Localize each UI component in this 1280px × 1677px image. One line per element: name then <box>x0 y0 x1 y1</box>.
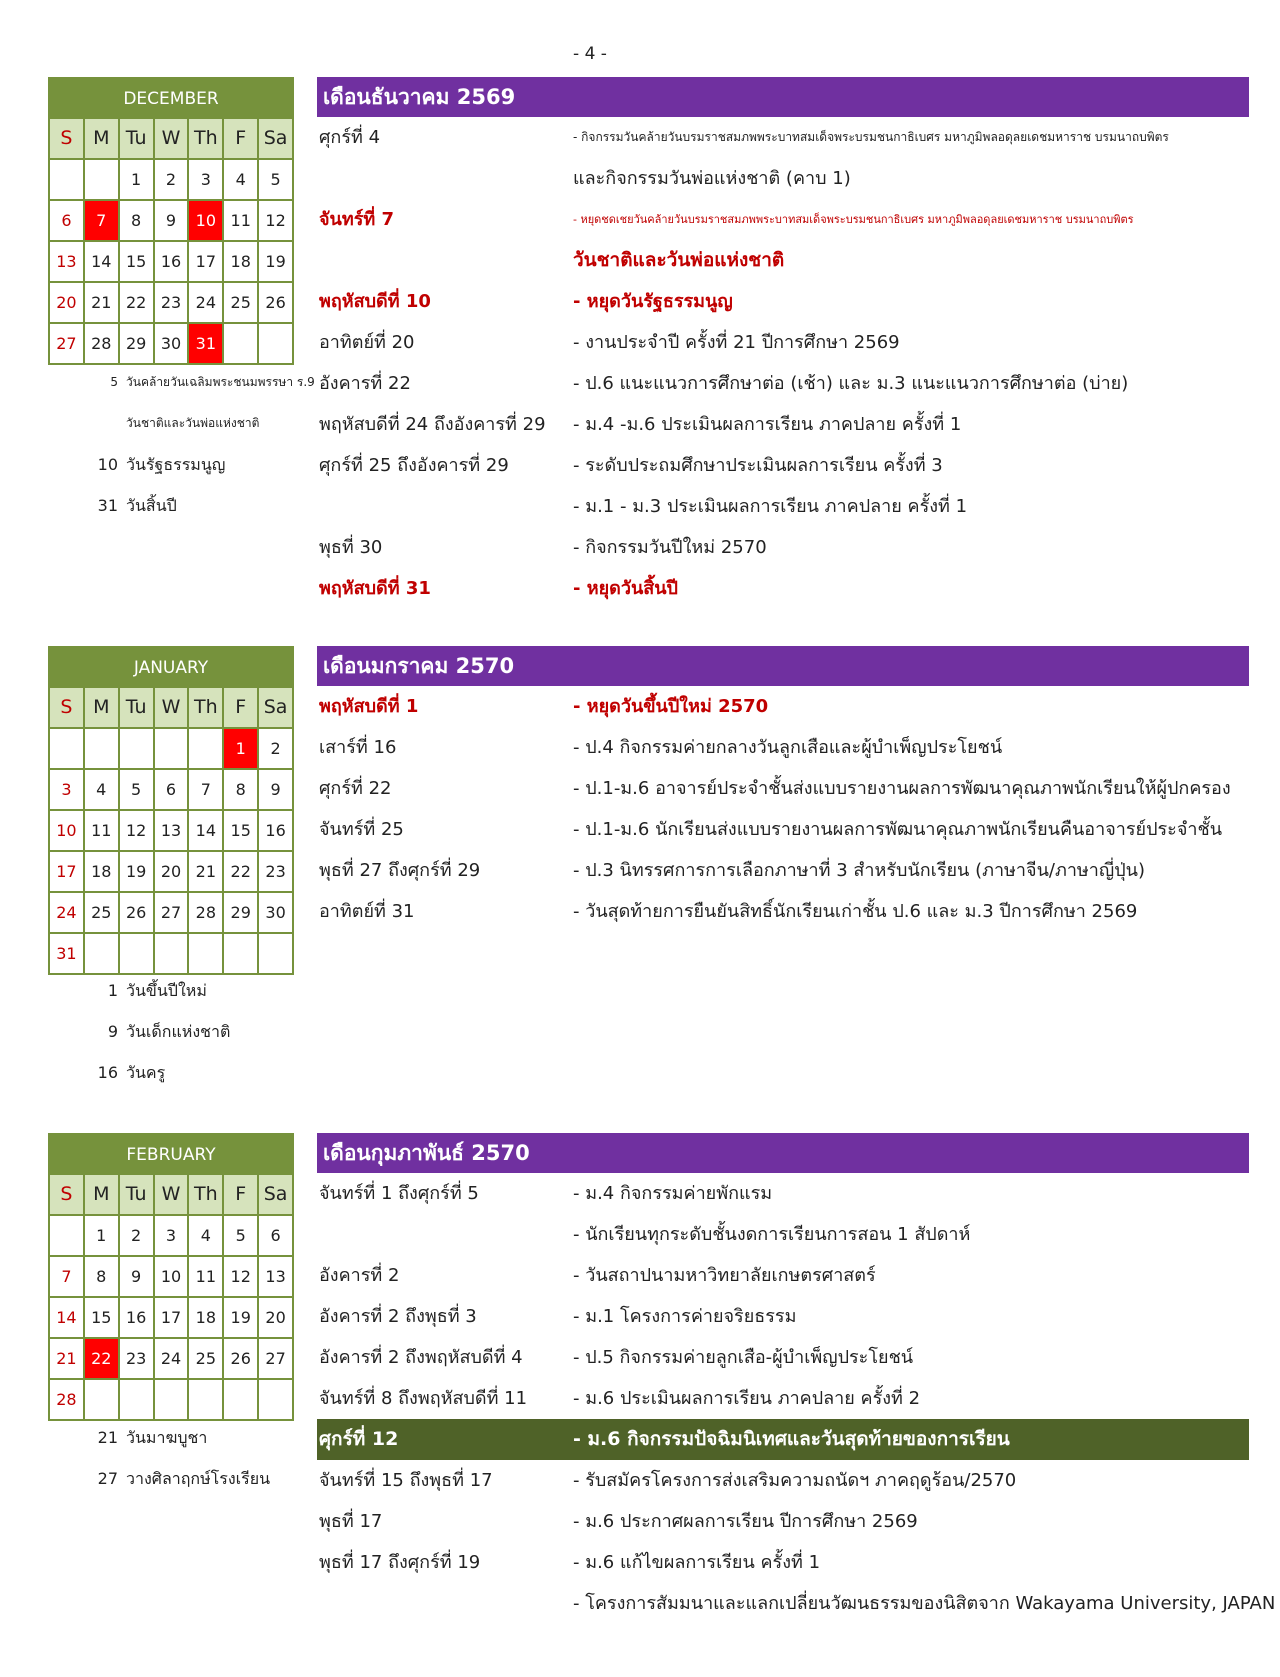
holiday-note-day: 21 <box>97 1428 118 1447</box>
calendar-empty-cell <box>155 1380 190 1421</box>
event-description: - หยุดวันขึ้นปีใหม่ 2570 <box>573 696 769 717</box>
schedule-event <box>317 199 1249 240</box>
weekday-header: W <box>155 119 190 160</box>
weekday-header: Tu <box>120 688 155 729</box>
holiday-note <box>94 1052 309 1093</box>
calendar-empty-cell <box>259 324 294 365</box>
schedule-event <box>317 527 1249 568</box>
event-description: - ป.5 กิจกรรมค่ายลูกเสือ-ผู้บำเพ็ญประโยชน์ <box>573 1347 914 1368</box>
schedule-event <box>317 1337 1249 1378</box>
calendar-day: 2 <box>155 160 190 201</box>
holiday-note-text: วางศิลาฤกษ์โรงเรียน <box>126 1469 271 1488</box>
calendar-grid <box>48 117 294 365</box>
event-description: - กิจกรรมวันปีใหม่ 2570 <box>573 537 767 558</box>
schedule-event <box>317 1419 1249 1460</box>
calendar-day: 31 <box>50 934 85 975</box>
calendar-day: 4 <box>189 1216 224 1257</box>
calendar-day: 9 <box>120 1257 155 1298</box>
schedule-event <box>317 686 1249 727</box>
event-description: - งานประจำปี ครั้งที่ 21 ปีการศึกษา 2569 <box>573 332 900 353</box>
weekday-header: S <box>50 688 85 729</box>
event-description: - กิจกรรมวันคล้ายวันบรมราชสมภพพระบาทสมเด็จพระบรมชนกาธิเบศร มหาภูมิพลอดุลยเดชมหาราช บรมนาถบพิตร <box>573 130 1169 144</box>
holiday-notes-february <box>94 1417 309 1499</box>
calendar-day: 15 <box>120 242 155 283</box>
calendar-day: 21 <box>189 852 224 893</box>
calendar-empty-cell <box>85 160 120 201</box>
weekday-header: S <box>50 1175 85 1216</box>
calendar-empty-cell <box>224 324 259 365</box>
calendar-day: 22 <box>85 1339 120 1380</box>
holiday-note-day: 10 <box>97 455 118 474</box>
calendar-day: 3 <box>189 160 224 201</box>
calendar-february <box>48 1133 294 1421</box>
weekday-header: F <box>224 688 259 729</box>
calendar-day: 10 <box>155 1257 190 1298</box>
event-description: - ม.6 กิจกรรมปัจฉิมนิเทศและวันสุดท้ายของการเรียน <box>573 1428 1010 1450</box>
weekday-header: W <box>155 1175 190 1216</box>
calendar-day: 18 <box>189 1298 224 1339</box>
calendar-empty-cell <box>259 934 294 975</box>
holiday-note-text: วันคล้ายวันเฉลิมพระชนมพรรษา ร.9 <box>126 375 315 389</box>
calendar-day: 27 <box>155 893 190 934</box>
calendar-day: 6 <box>259 1216 294 1257</box>
calendar-day: 6 <box>155 770 190 811</box>
calendar-day: 26 <box>259 283 294 324</box>
holiday-notes-december <box>94 362 315 526</box>
event-description: - นักเรียนทุกระดับชั้นงดการเรียนการสอน 1 สัปดาห์ <box>573 1224 971 1245</box>
event-date: เสาร์ที่ 16 <box>319 737 397 758</box>
event-date: อังคารที่ 2 ถึงพฤหัสบดีที่ 4 <box>319 1347 523 1368</box>
event-date: อังคารที่ 2 ถึงพุธที่ 3 <box>319 1306 477 1327</box>
schedule-event <box>317 281 1249 322</box>
holiday-note-day: 9 <box>107 1022 118 1041</box>
weekday-header: Tu <box>120 1175 155 1216</box>
holiday-note <box>94 403 309 444</box>
schedule-december <box>317 77 1249 609</box>
calendar-day: 26 <box>224 1339 259 1380</box>
calendar-day: 6 <box>50 201 85 242</box>
month-schedule-title: เดือนธันวาคม 2569 <box>317 77 1249 117</box>
calendar-day: 16 <box>155 242 190 283</box>
calendar-day: 7 <box>189 770 224 811</box>
calendar-empty-cell <box>50 729 85 770</box>
event-description: - ม.4 -ม.6 ประเมินผลการเรียน ภาคปลาย ครั้งที่ 1 <box>573 414 962 435</box>
calendar-day: 30 <box>155 324 190 365</box>
page-number: - 4 - <box>573 44 607 64</box>
schedule-event <box>317 158 1249 199</box>
calendar-day: 14 <box>50 1298 85 1339</box>
event-description: - ม.1 - ม.3 ประเมินผลการเรียน ภาคปลาย ครั้งที่ 1 <box>573 496 968 517</box>
calendar-day: 4 <box>85 770 120 811</box>
calendar-day: 17 <box>189 242 224 283</box>
holiday-notes-january <box>94 970 309 1093</box>
calendar-day: 29 <box>120 324 155 365</box>
weekday-header: Tu <box>120 119 155 160</box>
calendar-day: 5 <box>224 1216 259 1257</box>
schedule-event <box>317 1214 1249 1255</box>
schedule-event <box>317 1460 1249 1501</box>
calendar-empty-cell <box>85 1380 120 1421</box>
calendar-day: 28 <box>85 324 120 365</box>
calendar-day: 12 <box>224 1257 259 1298</box>
calendar-empty-cell <box>50 1216 85 1257</box>
event-description: - ม.6 แก้ไขผลการเรียน ครั้งที่ 1 <box>573 1552 821 1573</box>
calendar-day: 17 <box>155 1298 190 1339</box>
schedule-january <box>317 646 1249 932</box>
calendar-day: 29 <box>224 893 259 934</box>
calendar-day: 23 <box>155 283 190 324</box>
schedule-event <box>317 1583 1276 1624</box>
calendar-day: 31 <box>189 324 224 365</box>
calendar-day: 19 <box>120 852 155 893</box>
calendar-day: 22 <box>224 852 259 893</box>
event-date: อังคารที่ 2 <box>319 1265 400 1286</box>
calendar-january <box>48 646 294 975</box>
calendar-day: 12 <box>120 811 155 852</box>
calendar-day: 14 <box>189 811 224 852</box>
event-date: อังคารที่ 22 <box>319 373 411 394</box>
calendar-day: 20 <box>155 852 190 893</box>
calendar-month-title: FEBRUARY <box>48 1133 294 1173</box>
weekday-header: F <box>224 119 259 160</box>
schedule-event <box>317 322 1249 363</box>
calendar-day: 10 <box>50 811 85 852</box>
event-date: พุธที่ 17 <box>319 1511 383 1532</box>
event-description: - วันสุดท้ายการยืนยันสิทธิ์นักเรียนเก่าชั้น ป.6 และ ม.3 ปีการศึกษา 2569 <box>573 901 1138 922</box>
event-description: - ม.4 กิจกรรมค่ายพักแรม <box>573 1183 773 1204</box>
calendar-day: 7 <box>85 201 120 242</box>
event-date: พฤหัสบดีที่ 10 <box>319 291 431 312</box>
calendar-day: 19 <box>224 1298 259 1339</box>
calendar-day: 19 <box>259 242 294 283</box>
holiday-note <box>94 1011 309 1052</box>
holiday-note-text: วันขึ้นปีใหม่ <box>126 981 207 1000</box>
calendar-day: 14 <box>85 242 120 283</box>
calendar-day: 24 <box>50 893 85 934</box>
event-description: - ระดับประถมศึกษาประเมินผลการเรียน ครั้งที่ 3 <box>573 455 943 476</box>
calendar-day: 5 <box>259 160 294 201</box>
event-description: - ม.1 โครงการค่ายจริยธรรม <box>573 1306 797 1327</box>
holiday-note <box>94 444 309 485</box>
weekday-header: Th <box>189 119 224 160</box>
calendar-day: 3 <box>155 1216 190 1257</box>
holiday-note-day: 31 <box>97 496 118 515</box>
calendar-day: 7 <box>50 1257 85 1298</box>
event-date: ศุกร์ที่ 22 <box>319 778 392 799</box>
event-date: พฤหัสบดีที่ 31 <box>319 578 431 599</box>
calendar-day: 16 <box>259 811 294 852</box>
calendar-day: 23 <box>259 852 294 893</box>
calendar-month-title: DECEMBER <box>48 77 294 117</box>
schedule-event <box>317 568 1249 609</box>
month-schedule-title: เดือนกุมภาพันธ์ 2570 <box>317 1133 1249 1173</box>
calendar-empty-cell <box>85 934 120 975</box>
calendar-day: 21 <box>85 283 120 324</box>
calendar-day: 20 <box>259 1298 294 1339</box>
event-description: - ป.6 แนะแนวการศึกษาต่อ (เช้า) และ ม.3 แนะแนวการศึกษาต่อ (บ่าย) <box>573 373 1129 394</box>
calendar-day: 5 <box>120 770 155 811</box>
calendar-empty-cell <box>155 934 190 975</box>
event-description: - โครงการสัมมนาและแลกเปลี่ยนวัฒนธรรมของนิสิตจาก Wakayama University, JAPAN <box>573 1593 1276 1614</box>
schedule-event <box>317 1542 1249 1583</box>
holiday-note-text: วันเด็กแห่งชาติ <box>126 1022 231 1041</box>
weekday-header: Sa <box>259 688 294 729</box>
calendar-december <box>48 77 294 365</box>
event-date: พุธที่ 17 ถึงศุกร์ที่ 19 <box>319 1552 481 1573</box>
calendar-day: 24 <box>189 283 224 324</box>
calendar-month-title: JANUARY <box>48 646 294 686</box>
weekday-header: S <box>50 119 85 160</box>
weekday-header: Sa <box>259 1175 294 1216</box>
calendar-day: 15 <box>85 1298 120 1339</box>
calendar-empty-cell <box>189 729 224 770</box>
calendar-day: 27 <box>259 1339 294 1380</box>
schedule-event <box>317 486 1249 527</box>
calendar-day: 28 <box>189 893 224 934</box>
holiday-note-text: วันชาติและวันพ่อแห่งชาติ <box>126 416 260 430</box>
schedule-event <box>317 1501 1249 1542</box>
event-date: ศุกร์ที่ 25 ถึงอังคารที่ 29 <box>319 455 509 476</box>
holiday-note-text: วันมาฆบูชา <box>126 1428 208 1447</box>
calendar-day: 18 <box>224 242 259 283</box>
calendar-day: 8 <box>120 201 155 242</box>
holiday-note-text: วันสิ้นปี <box>126 496 177 515</box>
holiday-note-day: 27 <box>97 1469 118 1488</box>
event-description: และกิจกรรมวันพ่อแห่งชาติ (คาบ 1) <box>573 168 851 189</box>
calendar-empty-cell <box>189 934 224 975</box>
holiday-note <box>94 1417 309 1458</box>
event-date: จันทร์ที่ 25 <box>319 819 404 840</box>
holiday-note <box>94 1458 309 1499</box>
calendar-day: 8 <box>85 1257 120 1298</box>
calendar-day: 30 <box>259 893 294 934</box>
calendar-day: 13 <box>50 242 85 283</box>
calendar-day: 2 <box>259 729 294 770</box>
weekday-header: Th <box>189 688 224 729</box>
holiday-note <box>94 970 309 1011</box>
calendar-day: 13 <box>155 811 190 852</box>
calendar-empty-cell <box>120 1380 155 1421</box>
calendar-day: 26 <box>120 893 155 934</box>
calendar-day: 27 <box>50 324 85 365</box>
calendar-day: 9 <box>155 201 190 242</box>
calendar-day: 1 <box>120 160 155 201</box>
holiday-note-day: 16 <box>97 1063 118 1082</box>
calendar-empty-cell <box>224 1380 259 1421</box>
schedule-event <box>317 1296 1249 1337</box>
calendar-empty-cell <box>189 1380 224 1421</box>
schedule-event <box>317 117 1249 158</box>
calendar-day: 11 <box>224 201 259 242</box>
holiday-note-text: วันครู <box>126 1063 166 1082</box>
schedule-february <box>317 1133 1276 1624</box>
event-date: พุธที่ 27 ถึงศุกร์ที่ 29 <box>319 860 481 881</box>
calendar-grid <box>48 686 294 975</box>
calendar-empty-cell <box>259 1380 294 1421</box>
calendar-day: 11 <box>189 1257 224 1298</box>
weekday-header: Sa <box>259 119 294 160</box>
calendar-day: 23 <box>120 1339 155 1380</box>
calendar-empty-cell <box>85 729 120 770</box>
holiday-note-day: 1 <box>107 981 118 1000</box>
event-description: - หยุดชดเชยวันคล้ายวันบรมราชสมภพพระบาทสมเด็จพระบรมชนกาธิเบศร มหาภูมิพลอดุลยเดชมหาราช บรมนาถบพิตร <box>573 213 1134 226</box>
holiday-note <box>94 485 309 526</box>
event-date: พฤหัสบดีที่ 24 ถึงอังคารที่ 29 <box>319 414 546 435</box>
calendar-day: 25 <box>189 1339 224 1380</box>
event-date: อาทิตย์ที่ 20 <box>319 332 415 353</box>
month-schedule-title: เดือนมกราคม 2570 <box>317 646 1249 686</box>
calendar-day: 9 <box>259 770 294 811</box>
calendar-day: 1 <box>224 729 259 770</box>
schedule-event <box>317 809 1249 850</box>
event-date: พฤหัสบดีที่ 1 <box>319 696 419 717</box>
event-description: - ม.6 ประเมินผลการเรียน ภาคปลาย ครั้งที่ 2 <box>573 1388 921 1409</box>
schedule-event <box>317 891 1249 932</box>
event-date: ศุกร์ที่ 12 <box>319 1428 399 1450</box>
event-description: - ป.1-ม.6 นักเรียนส่งแบบรายงานผลการพัฒนาคุณภาพนักเรียนคืนอาจารย์ประจำชั้น <box>573 819 1223 840</box>
event-date: จันทร์ที่ 1 ถึงศุกร์ที่ 5 <box>319 1183 479 1204</box>
schedule-event <box>317 1255 1249 1296</box>
calendar-day: 18 <box>85 852 120 893</box>
schedule-event <box>317 1173 1249 1214</box>
event-description: - หยุดวันสิ้นปี <box>573 578 678 599</box>
weekday-header: W <box>155 688 190 729</box>
calendar-day: 10 <box>189 201 224 242</box>
calendar-day: 8 <box>224 770 259 811</box>
schedule-event <box>317 240 1249 281</box>
schedule-event <box>317 445 1249 486</box>
calendar-empty-cell <box>120 729 155 770</box>
event-date: อาทิตย์ที่ 31 <box>319 901 415 922</box>
calendar-day: 1 <box>85 1216 120 1257</box>
calendar-day: 12 <box>259 201 294 242</box>
schedule-event <box>317 768 1249 809</box>
event-description: - วันสถาปนามหาวิทยาลัยเกษตรศาสตร์ <box>573 1265 876 1286</box>
event-description: - ม.6 ประกาศผลการเรียน ปีการศึกษา 2569 <box>573 1511 918 1532</box>
holiday-note <box>94 362 315 403</box>
schedule-event <box>317 363 1249 404</box>
event-date: จันทร์ที่ 15 ถึงพุธที่ 17 <box>319 1470 493 1491</box>
schedule-event <box>317 727 1249 768</box>
calendar-day: 11 <box>85 811 120 852</box>
event-description: วันชาติและวันพ่อแห่งชาติ <box>573 249 785 271</box>
calendar-day: 4 <box>224 160 259 201</box>
event-description: - หยุดวันรัฐธรรมนูญ <box>573 291 733 312</box>
calendar-day: 22 <box>120 283 155 324</box>
schedule-event <box>317 404 1249 445</box>
weekday-header: Th <box>189 1175 224 1216</box>
calendar-day: 16 <box>120 1298 155 1339</box>
event-description: - ป.4 กิจกรรมค่ายกลางวันลูกเสือและผู้บำเพ็ญประโยชน์ <box>573 737 1003 758</box>
holiday-note-text: วันรัฐธรรมนูญ <box>126 455 226 474</box>
event-date: จันทร์ที่ 8 ถึงพฤหัสบดีที่ 11 <box>319 1388 528 1409</box>
calendar-day: 25 <box>85 893 120 934</box>
event-description: - ป.3 นิทรรศการการเลือกภาษาที่ 3 สำหรับนักเรียน (ภาษาจีน/ภาษาญี่ปุ่น) <box>573 860 1145 881</box>
weekday-header: M <box>85 119 120 160</box>
calendar-empty-cell <box>155 729 190 770</box>
schedule-event <box>317 850 1249 891</box>
calendar-day: 3 <box>50 770 85 811</box>
event-date: จันทร์ที่ 7 <box>319 209 395 230</box>
weekday-header: M <box>85 1175 120 1216</box>
event-description: - ป.1-ม.6 อาจารย์ประจำชั้นส่งแบบรายงานผลการพัฒนาคุณภาพนักเรียนให้ผู้ปกครอง <box>573 778 1231 799</box>
calendar-day: 13 <box>259 1257 294 1298</box>
event-date: พุธที่ 30 <box>319 537 383 558</box>
schedule-event <box>317 1378 1249 1419</box>
weekday-header: F <box>224 1175 259 1216</box>
event-date: ศุกร์ที่ 4 <box>319 127 381 148</box>
event-description: - รับสมัครโครงการส่งเสริมความถนัดฯ ภาคฤดูร้อน/2570 <box>573 1470 1017 1491</box>
calendar-day: 20 <box>50 283 85 324</box>
calendar-empty-cell <box>224 934 259 975</box>
calendar-day: 25 <box>224 283 259 324</box>
calendar-day: 21 <box>50 1339 85 1380</box>
calendar-day: 17 <box>50 852 85 893</box>
calendar-grid <box>48 1173 294 1421</box>
weekday-header: M <box>85 688 120 729</box>
calendar-day: 28 <box>50 1380 85 1421</box>
calendar-empty-cell <box>120 934 155 975</box>
calendar-empty-cell <box>50 160 85 201</box>
holiday-note-day: 5 <box>110 375 118 389</box>
calendar-day: 2 <box>120 1216 155 1257</box>
calendar-day: 15 <box>224 811 259 852</box>
calendar-day: 24 <box>155 1339 190 1380</box>
